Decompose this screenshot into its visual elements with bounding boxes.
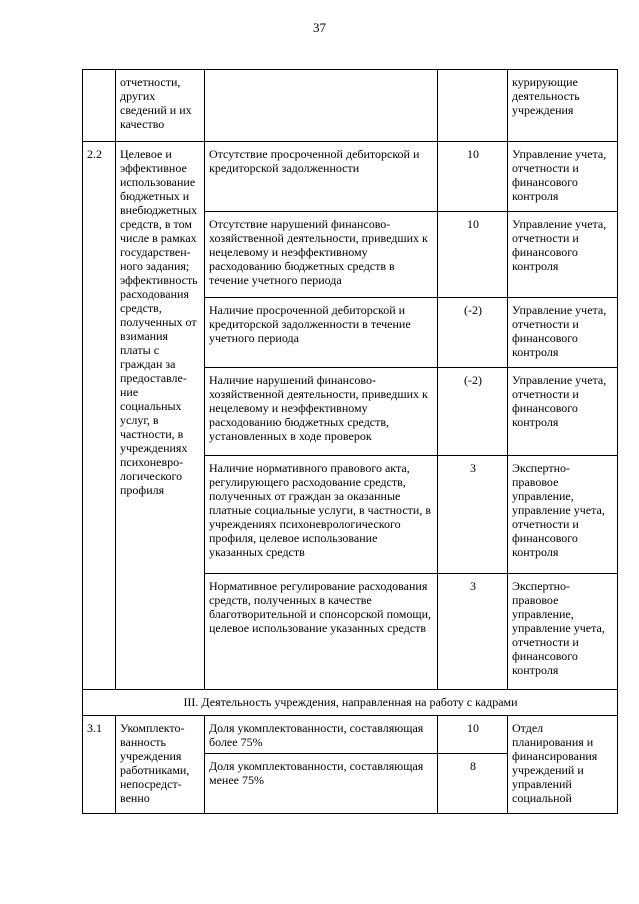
responsible-cell: Управление учета, отчетности и финансового контроля — [508, 368, 618, 456]
criteria-table — [82, 69, 618, 814]
score-cell: 3 — [438, 574, 508, 690]
responsible-cell: Экспертно-правовое управление, управление учета, отчетности и финансового контроля — [508, 574, 618, 690]
responsible-cell: Экспертно-правовое управление, управление учета, отчетности и финансового контроля — [508, 456, 618, 574]
score-cell: (-2) — [438, 298, 508, 368]
responsible-cell: Управление учета, отчетности и финансового контроля — [508, 298, 618, 368]
indicator-cell: Доля укомплектованности, составляющая менее 75% — [205, 754, 438, 814]
section-header-row — [83, 690, 618, 716]
indicator-cell: Отсутствие нарушений финансово-хозяйственной деятельности, приведших к нецелевому и неэффективному расходованию бюджетных средств в течение учетного периода — [205, 212, 438, 298]
section-title: III. Деятельность учреждения, направленная на работу с кадрами — [83, 690, 618, 716]
score-cell: 10 — [438, 142, 508, 212]
indicator-cell: Наличие просроченной дебиторской и кредиторской задолженности в течение учетного периода — [205, 298, 438, 368]
table-row — [83, 142, 618, 212]
indicator-cell: Наличие нормативного правового акта, регулирующего расходование средств, полученных от граждан за оказанные платные социальные услуги, в частности, в учреждениях психоневрологического профиля, целевое использование указанных средств — [205, 456, 438, 574]
score-cell — [438, 70, 508, 142]
row-number-cell — [83, 70, 116, 142]
score-cell: 3 — [438, 456, 508, 574]
table-row — [83, 716, 618, 754]
score-cell: 8 — [438, 754, 508, 814]
page-number: 37 — [313, 20, 326, 35]
responsible-cell: курирующие деятельность учреждения — [508, 70, 618, 142]
responsible-cell: Отдел планирования и финансирования учреждений и управлений социальной — [508, 716, 618, 814]
row-number-cell: 3.1 — [83, 716, 116, 814]
score-cell: (-2) — [438, 368, 508, 456]
indicator-cell: Наличие нарушений финансово-хозяйственной деятельности, приведших к нецелевому и неэффективному расходованию бюджетных средств, установленных в ходе проверок — [205, 368, 438, 456]
responsible-cell: Управление учета, отчетности и финансового контроля — [508, 142, 618, 212]
indicator-cell: Доля укомплектованности, составляющая более 75% — [205, 716, 438, 754]
table-row-continued — [83, 70, 618, 142]
row-number-cell: 2.2 — [83, 142, 116, 690]
criterion-cell: Целевое и эффективное использование бюджетных и внебюджетных средств, в том числе в рамках государствен-ного задания; эффективность расходования средств, полученных от взимания платы с граждан за предоставле-ние социальных услуг, в частности, в учреждениях психоневро-логического профиля — [116, 142, 205, 690]
indicator-cell — [205, 70, 438, 142]
indicator-cell: Нормативное регулирование расходования средств, полученных в качестве благотворительной и спонсорской помощи, целевое использование указанных средств — [205, 574, 438, 690]
criterion-cell: отчетности, других сведений и их качество — [116, 70, 205, 142]
criterion-cell: Укомплекто-ванность учреждения работниками, непосредст-венно — [116, 716, 205, 814]
responsible-cell: Управление учета, отчетности и финансового контроля — [508, 212, 618, 298]
score-cell: 10 — [438, 212, 508, 298]
indicator-cell: Отсутствие просроченной дебиторской и кредиторской задолженности — [205, 142, 438, 212]
score-cell: 10 — [438, 716, 508, 754]
